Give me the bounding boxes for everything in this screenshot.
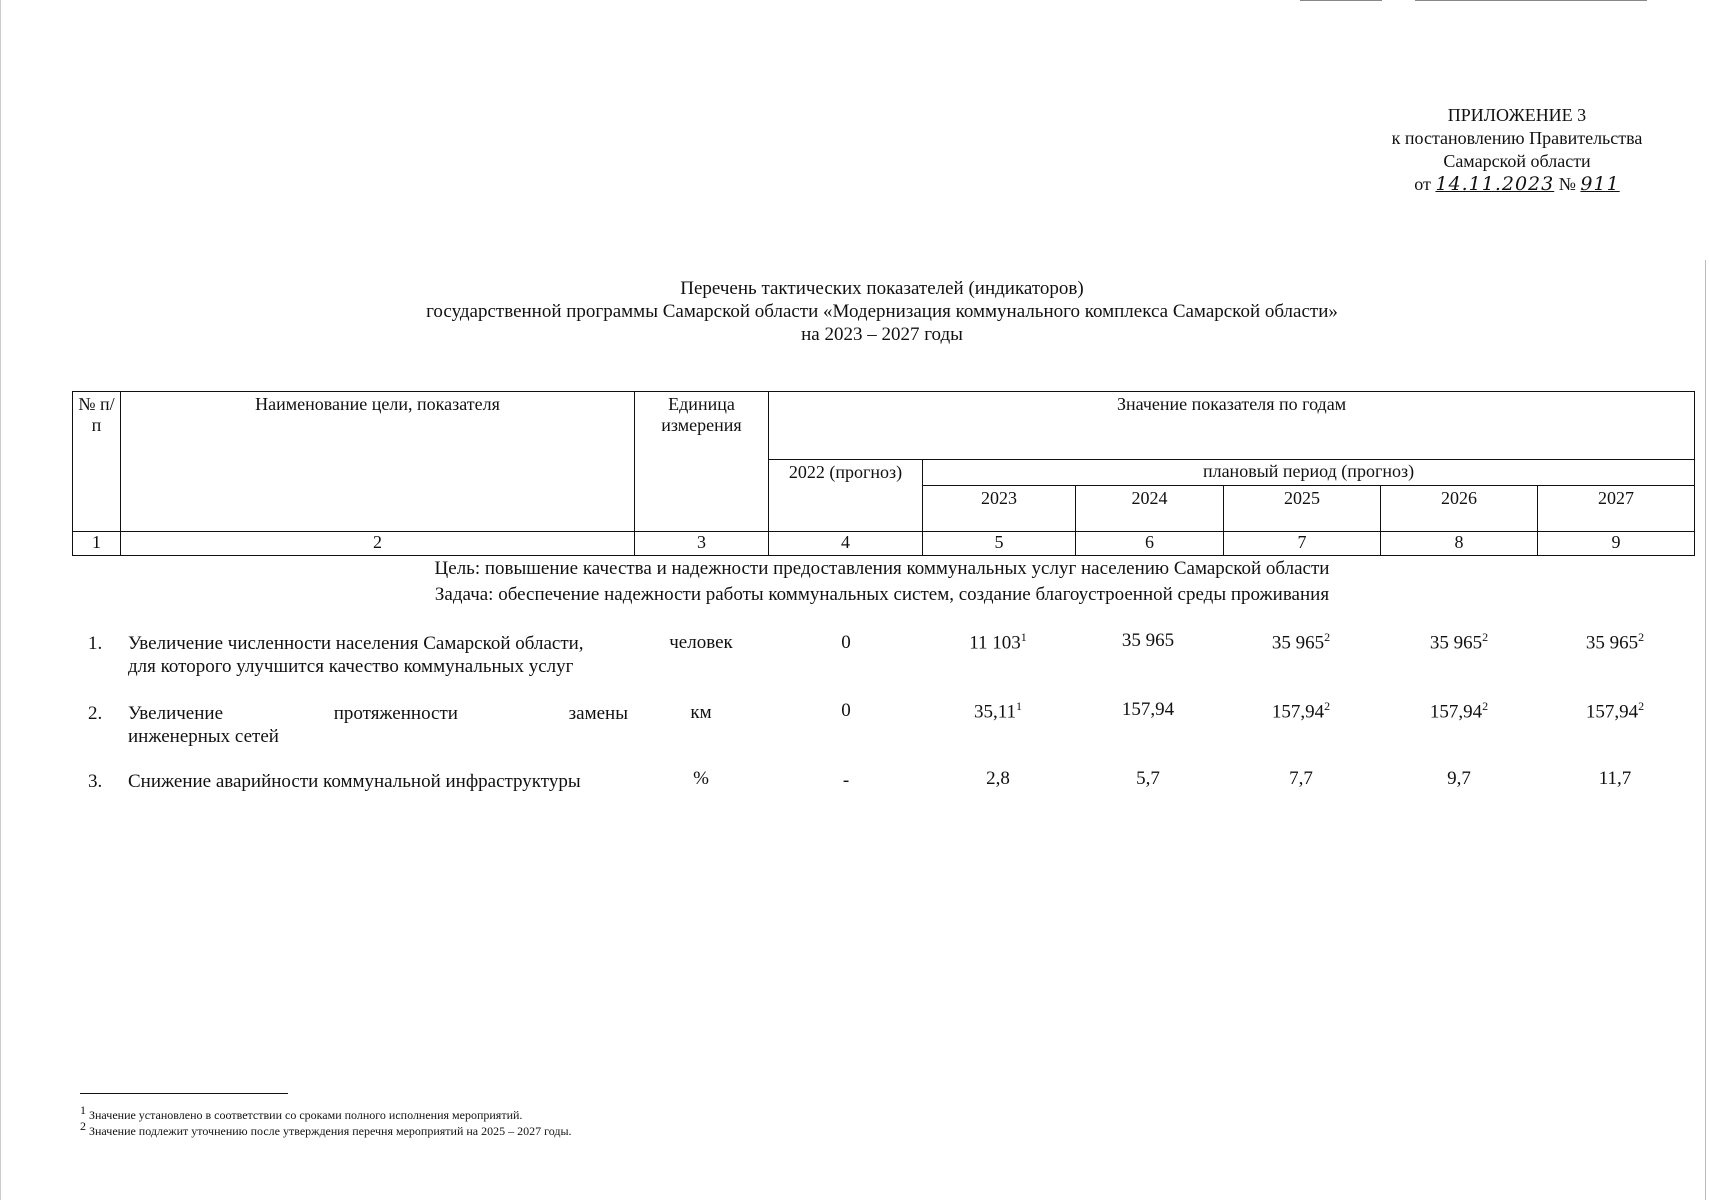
row-name-line: Увеличение протяженности замены	[128, 703, 628, 724]
task-text: Задача: обеспечение надежности работы коммунальных систем, создание благоустроенной среды проживания	[434, 584, 1330, 605]
row-unit: человек	[669, 632, 733, 653]
title-line-3: на 2023 – 2027 годы	[801, 324, 963, 345]
header-year-2027: 2027	[1538, 486, 1695, 532]
value-2027: 35 $965^2$	[1585, 630, 1645, 654]
value-2023: 11 $103^1$	[969, 630, 1027, 654]
number-prefix: №	[1558, 174, 1576, 194]
value-2026: 35 $965^2$	[1429, 630, 1489, 654]
header-col-values: Значение показателя по годам	[769, 392, 1695, 460]
value-2023: 35,11$^1$	[973, 699, 1023, 723]
index-cell: 8	[1381, 532, 1538, 556]
header-col-plan: плановый период (прогноз)	[923, 460, 1695, 486]
row-number: 2.	[88, 703, 103, 724]
index-cell: 7	[1224, 532, 1381, 556]
value-2025: 35 $965^2$	[1271, 630, 1331, 654]
goal-text: Цель: повышение качества и надежности предоставления коммунальных услуг населению Самарской области	[434, 558, 1330, 579]
footnote-2: $^2$ Значение подлежит уточнению после утверждения перечня мероприятий на 2025 – 2027 годы.	[80, 1119, 572, 1138]
header-col-2022: 2022 (прогноз)	[769, 460, 923, 532]
value-2027: 157,94$^2$	[1585, 699, 1645, 723]
appendix-line-2: к постановлению Правительства	[1391, 128, 1643, 148]
index-cell: 1	[73, 532, 121, 556]
index-cell: 9	[1538, 532, 1695, 556]
row-unit: %	[693, 768, 709, 789]
row-name	[128, 632, 633, 678]
value-2024: 157,94	[1121, 699, 1175, 720]
scan-mark-right	[1705, 260, 1706, 1200]
appendix-block	[1367, 104, 1667, 196]
document-title	[300, 277, 1464, 346]
header-year-2024: 2024	[1076, 486, 1224, 532]
index-cell: 5	[923, 532, 1076, 556]
header-year-2023: 2023	[923, 486, 1076, 532]
header-year-2025: 2025	[1224, 486, 1381, 532]
value-2025: 157,94$^2$	[1271, 699, 1331, 723]
row-unit: км	[690, 702, 712, 723]
index-cell: 6	[1076, 532, 1224, 556]
handwritten-date: 14.11.2023	[1435, 173, 1555, 195]
row-name-line: Увеличение численности населения Самарской области,	[128, 633, 584, 654]
title-line-1: Перечень тактических показателей (индикаторов)	[680, 278, 1084, 299]
title-line-2: государственной программы Самарской области «Модернизация коммунального комплекса Самарской области»	[426, 301, 1338, 322]
scan-mark-left	[0, 0, 1, 1200]
value-2022: -	[842, 770, 850, 791]
footnote-separator	[80, 1093, 288, 1094]
header-year-2026: 2026	[1381, 486, 1538, 532]
value-2022: 0	[841, 632, 851, 653]
row-name: Снижение аварийности коммунальной инфраструктуры	[128, 771, 581, 792]
value-2027: 11,7	[1598, 768, 1632, 789]
row-name	[128, 702, 628, 748]
value-2024: 35 965	[1121, 630, 1175, 651]
handwritten-number: 911	[1580, 173, 1620, 195]
header-col-name: Наименование цели, показателя	[121, 392, 635, 532]
date-prefix: от	[1414, 174, 1431, 194]
header-col-unit: Единица измерения	[635, 392, 769, 532]
index-cell: 3	[635, 532, 769, 556]
value-2024: 5,7	[1136, 768, 1160, 789]
scan-mark-top-2	[1415, 0, 1647, 1]
value-2026: 157,94$^2$	[1429, 699, 1489, 723]
footnote-1: $^1$ Значение установлено в соответствии со сроками полного исполнения мероприятий.	[80, 1103, 523, 1122]
value-2026: 9,7	[1447, 768, 1471, 789]
header-col-num: № п/п	[73, 392, 121, 532]
value-2025: 7,7	[1289, 768, 1313, 789]
index-cell: 2	[121, 532, 635, 556]
appendix-line-3: Самарской области	[1443, 151, 1591, 171]
indicators-table-header	[72, 391, 1695, 556]
appendix-title: ПРИЛОЖЕНИЕ 3	[1447, 105, 1587, 125]
scan-mark-top-1	[1300, 0, 1382, 1]
index-cell: 4	[769, 532, 923, 556]
value-2022: 0	[841, 700, 851, 721]
value-2023: 2,8	[986, 768, 1010, 789]
row-name-line: инженерных сетей	[128, 726, 279, 747]
appendix-date-line	[1367, 173, 1667, 196]
row-number: 3.	[88, 771, 103, 792]
row-name-line: для которого улучшится качество коммунальных услуг	[128, 656, 574, 677]
row-number: 1.	[88, 633, 103, 654]
